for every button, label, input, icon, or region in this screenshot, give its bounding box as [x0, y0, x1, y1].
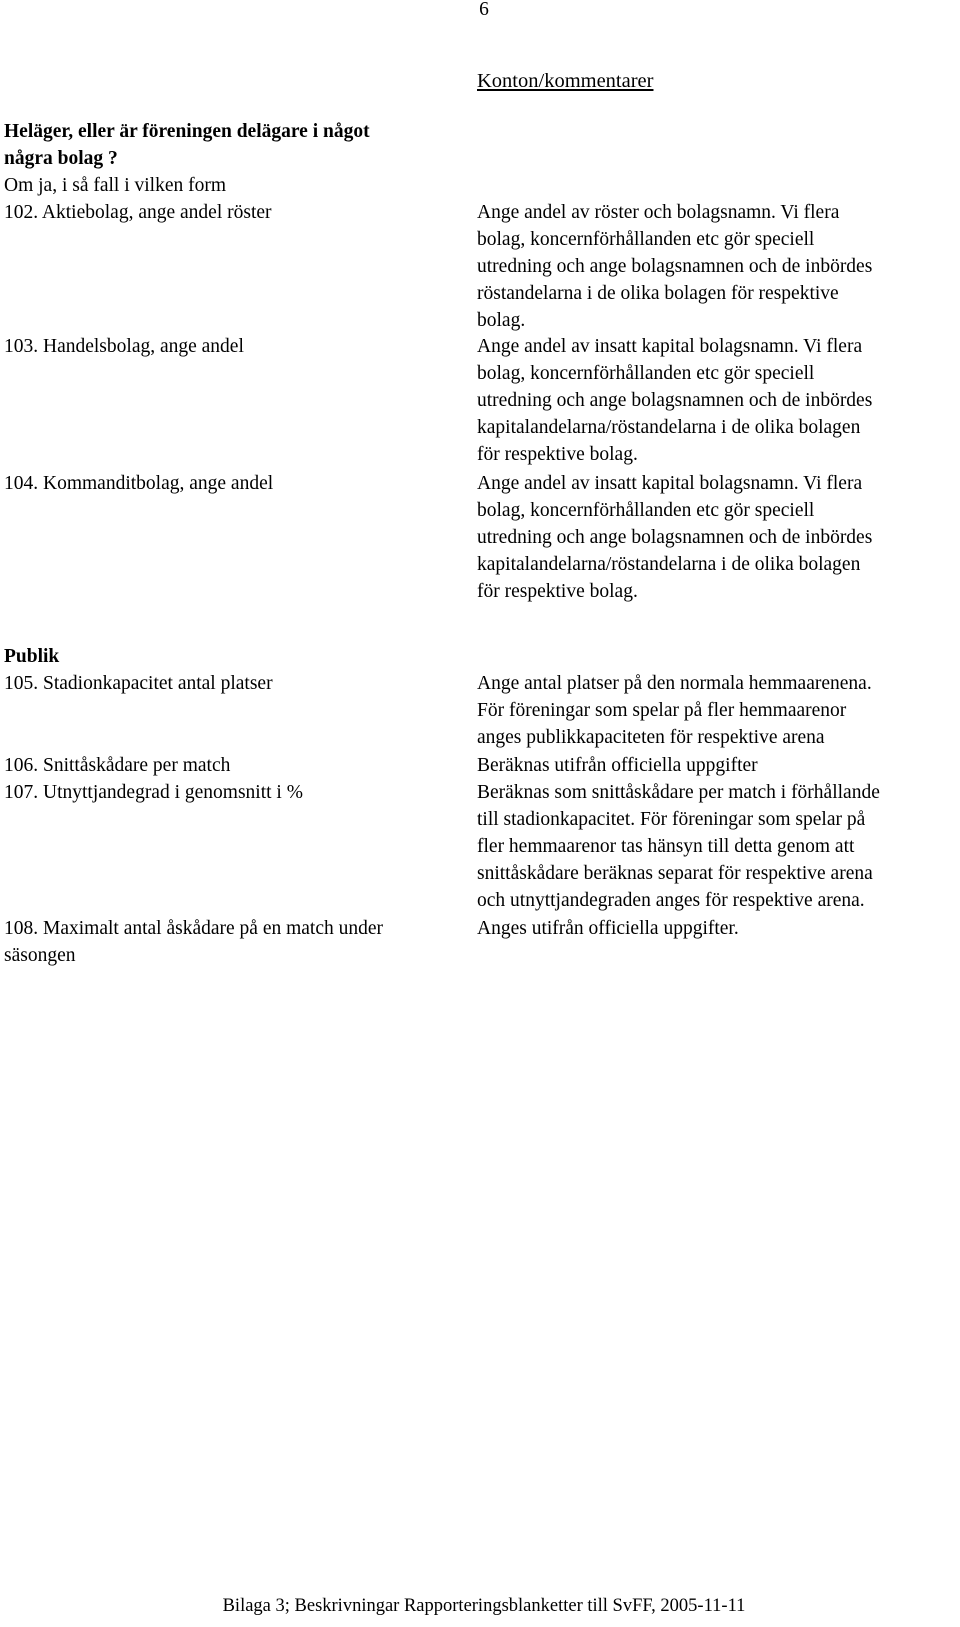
- label-line: 106. Snittåskådare per match: [4, 755, 231, 776]
- comment-line: snittåskådare beräknas separat för respektive arena: [477, 863, 873, 884]
- page-number: 6: [479, 0, 489, 20]
- intro-question-line: Heläger, eller är föreningen delägare i något: [4, 121, 370, 142]
- comment-line: för respektive bolag.: [477, 444, 638, 465]
- item-106-label: [4, 752, 459, 779]
- comment-line: Ange andel av insatt kapital bolagsnamn. Vi flera: [477, 336, 863, 357]
- comment-line: Beräknas som snittåskådare per match i förhållande: [477, 782, 880, 803]
- label-line: 107. Utnyttjandegrad i genomsnitt i %: [4, 782, 303, 803]
- intro-sub-question: Om ja, i så fall i vilken form: [4, 175, 227, 196]
- comment-line: Anges utifrån officiella uppgifter.: [477, 918, 739, 939]
- comment-line: fler hemmaarenor tas hänsyn till detta genom att: [477, 836, 855, 857]
- comment-line: kapitalandelarna/röstandelarna i de olika bolagen: [477, 554, 861, 575]
- section-heading-publik: Publik: [4, 646, 60, 667]
- item-105-comment: [477, 670, 957, 751]
- intro-question-line: några bolag ?: [4, 148, 118, 169]
- item-106-comment: [477, 752, 957, 779]
- item-107-comment: [477, 779, 957, 914]
- intro-question: [4, 118, 459, 172]
- item-103-label: 103. Handelsbolag, ange andel: [4, 336, 244, 357]
- page-footer: Bilaga 3; Beskrivningar Rapporteringsblanketter till SvFF, 2005-11-11: [222, 1596, 746, 1616]
- column-header-konton-kommentarer: Konton/kommentarer: [477, 70, 654, 92]
- comment-line: Ange andel av röster och bolagsnamn. Vi flera: [477, 202, 840, 223]
- comment-line: Beräknas utifrån officiella uppgifter: [477, 755, 758, 776]
- label-line: säsongen: [4, 945, 76, 966]
- comment-line: utredning och ange bolagsnamnen och de inbördes: [477, 527, 873, 548]
- item-108-comment: [477, 915, 957, 942]
- comment-line: För föreningar som spelar på fler hemmaarenor: [477, 700, 847, 721]
- item-104-label: 104. Kommanditbolag, ange andel: [4, 473, 274, 494]
- item-105-label: [4, 670, 459, 697]
- comment-line: för respektive bolag.: [477, 581, 638, 602]
- item-103-comment: [477, 333, 957, 468]
- comment-line: kapitalandelarna/röstandelarna i de olika bolagen: [477, 417, 861, 438]
- comment-line: Ange antal platser på den normala hemmaarenena.: [477, 673, 872, 694]
- comment-line: bolag, koncernförhållanden etc gör speciell: [477, 363, 815, 384]
- item-102-comment: [477, 199, 957, 334]
- comment-line: Ange andel av insatt kapital bolagsnamn. Vi flera: [477, 473, 863, 494]
- comment-line: utredning och ange bolagsnamnen och de inbördes: [477, 256, 873, 277]
- comment-line: bolag.: [477, 310, 526, 331]
- comment-line: bolag, koncernförhållanden etc gör speciell: [477, 500, 815, 521]
- comment-line: till stadionkapacitet. För föreningar som spelar på: [477, 809, 866, 830]
- item-107-label: [4, 779, 459, 806]
- item-108-label: [4, 915, 459, 969]
- comment-line: röstandelarna i de olika bolagen för respektive: [477, 283, 839, 304]
- label-line: 108. Maximalt antal åskådare på en match under: [4, 918, 384, 939]
- label-line: 105. Stadionkapacitet antal platser: [4, 673, 273, 694]
- comment-line: och utnyttjandegraden anges för respektive arena.: [477, 890, 865, 911]
- comment-line: bolag, koncernförhållanden etc gör speciell: [477, 229, 815, 250]
- item-104-comment: [477, 470, 957, 605]
- comment-line: anges publikkapaciteten för respektive arena: [477, 727, 825, 748]
- item-102-label: 102. Aktiebolag, ange andel röster: [4, 202, 272, 223]
- comment-line: utredning och ange bolagsnamnen och de inbördes: [477, 390, 873, 411]
